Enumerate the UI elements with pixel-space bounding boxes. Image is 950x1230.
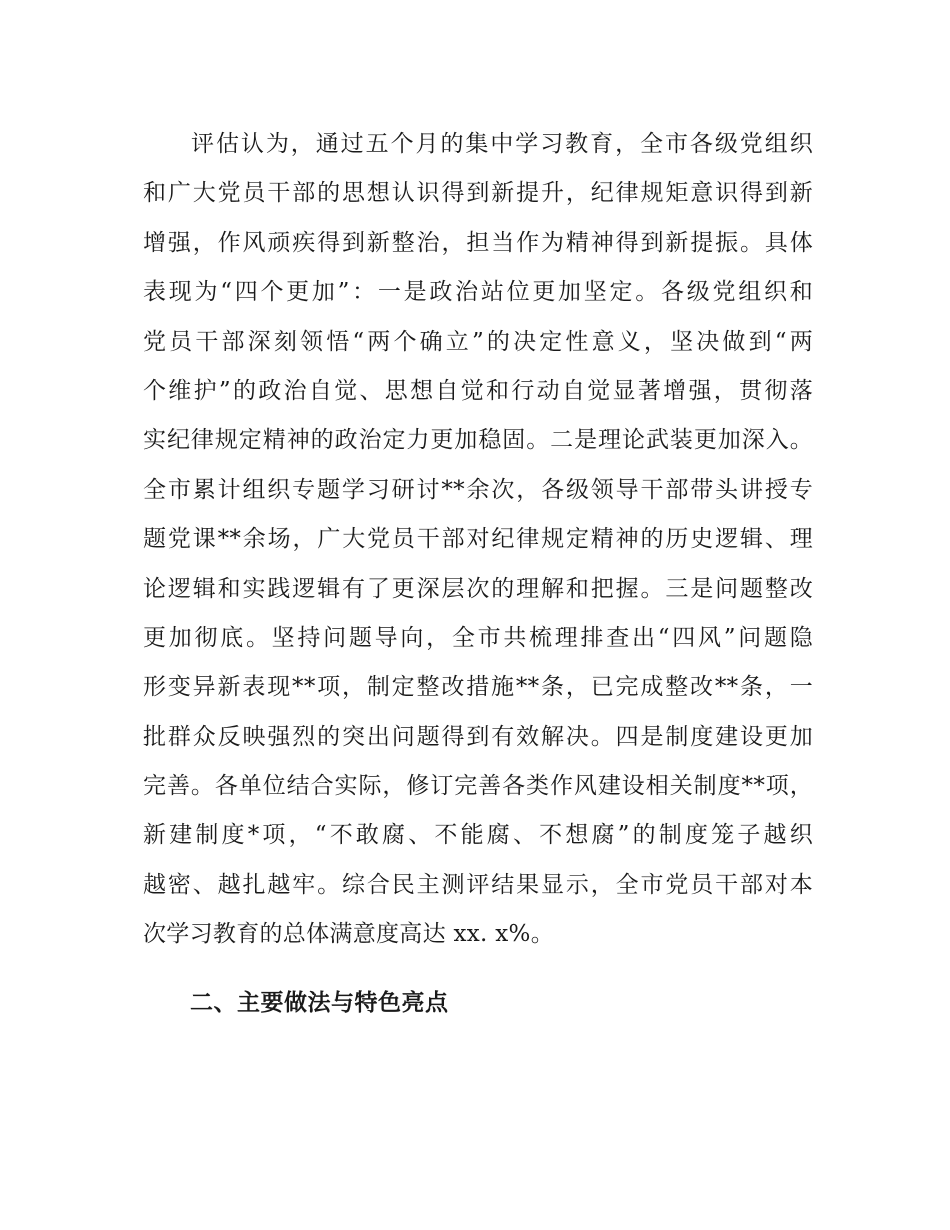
paragraph-line: 更加彻底。坚持问题导向，全市共梳理排查出“四风”问题隐 (143, 624, 813, 651)
paragraph-line: 表现为“四个更加”：一是政治站位更加坚定。各级党组织和 (143, 279, 813, 306)
paragraph-line: 次学习教育的总体满意度高达 xx. x%。 (143, 921, 555, 948)
paragraph-line: 论逻辑和实践逻辑有了更深层次的理解和把握。三是问题整改 (143, 575, 813, 602)
paragraph-line: 新建制度*项，“不敢腐、不能腐、不想腐”的制度笼子越织 (143, 822, 813, 849)
paragraph-line: 完善。各单位结合实际，修订完善各类作风建设相关制度**项， (143, 773, 813, 800)
paragraph-line: 和广大党员干部的思想认识得到新提升，纪律规矩意识得到新 (143, 180, 813, 207)
body-paragraph (143, 120, 813, 960)
paragraph-line: 实纪律规定精神的政治定力更加稳固。二是理论武装更加深入。 (143, 427, 813, 454)
section-heading: 二、主要做法与特色亮点 (190, 990, 449, 1016)
paragraph-line: 全市累计组织专题学习研讨**余次，各级领导干部带头讲授专 (143, 476, 813, 503)
paragraph-line: 题党课**余场，广大党员干部对纪律规定精神的历史逻辑、理 (143, 526, 813, 553)
paragraph-line: 批群众反映强烈的突出问题得到有效解决。四是制度建设更加 (143, 723, 813, 750)
paragraph-line: 党员干部深刻领悟“两个确立”的决定性意义，坚决做到“两 (143, 328, 813, 355)
paragraph-line: 越密、越扎越牢。综合民主测评结果显示，全市党员干部对本 (143, 871, 813, 898)
paragraph-line: 评估认为，通过五个月的集中学习教育，全市各级党组织 (191, 131, 813, 157)
paragraph-line: 增强，作风顽疾得到新整治，担当作为精神得到新提振。具体 (143, 229, 813, 256)
paragraph-line: 个维护”的政治自觉、思想自觉和行动自觉显著增强，贯彻落 (143, 377, 813, 404)
paragraph-line: 形变异新表现**项，制定整改措施**条，已完成整改**条，一 (143, 674, 813, 701)
